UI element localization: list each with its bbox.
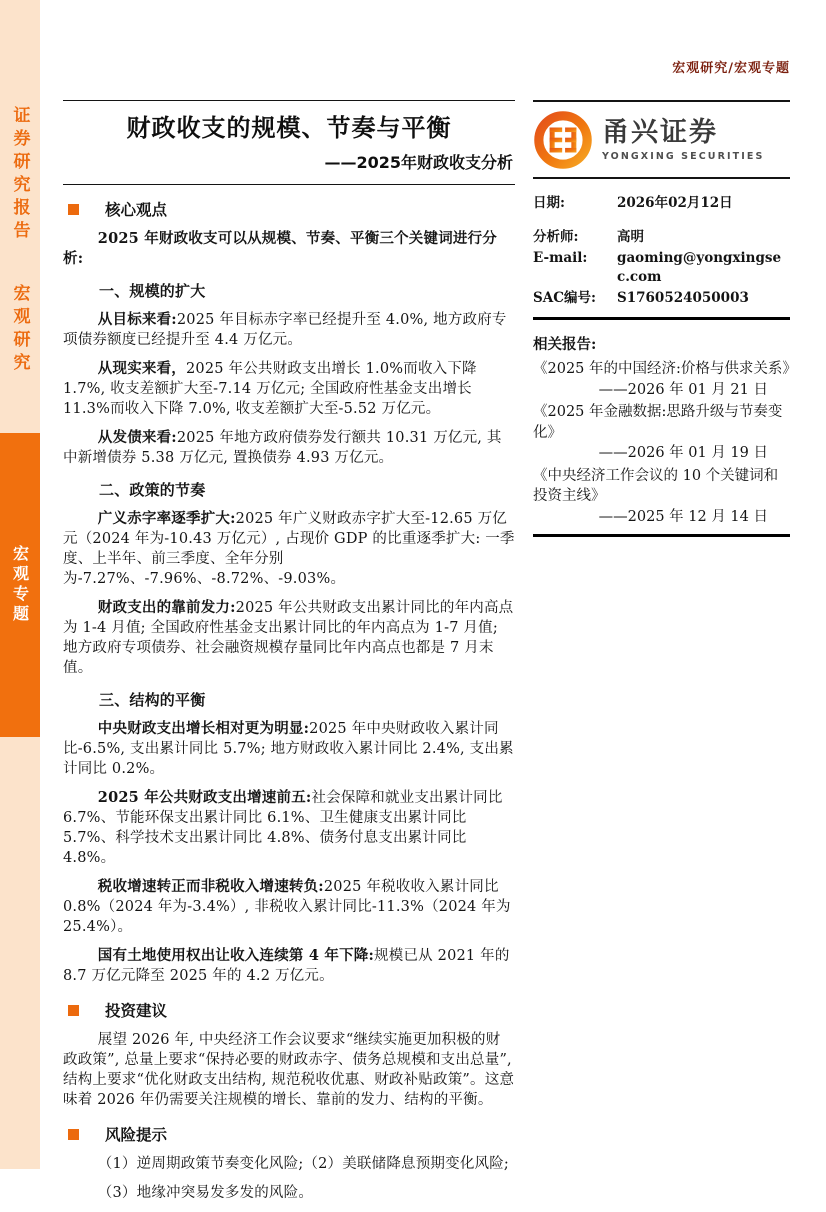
- paragraph: [63, 310, 515, 350]
- section-heading-advice: [63, 999, 515, 1021]
- related-report-date: ——2026 年 01 月 21 日: [598, 381, 768, 398]
- meta-row-analyst: [533, 228, 790, 247]
- sidebar-topic-badge: [0, 433, 40, 737]
- paragraph: [63, 877, 515, 937]
- breadcrumb: 宏观研究/宏观专题: [672, 61, 790, 76]
- meta-row-date: [533, 194, 790, 213]
- list-item: [533, 359, 797, 400]
- sub-heading: 三、结构的平衡: [99, 691, 206, 709]
- sidebar-topic-badge-label: 宏观专题: [10, 545, 30, 625]
- paragraph-text: 2025 年公共财政支出增长 1.0%而收入下降 1.7%, 收支差额扩大至-7.14 万亿元; 全国政府性基金支出增长 11.3%而收入下降 7.0%, 收支差额扩大至-5.52 万亿元。: [63, 361, 477, 417]
- sidebar: [0, 0, 40, 1169]
- brand-names: [602, 118, 764, 162]
- analyst-value: 高明: [617, 229, 644, 245]
- date-value: 2026年02月12日: [617, 195, 733, 211]
- paragraph-lead: 从发债来看:: [97, 429, 177, 446]
- paragraph: [63, 598, 515, 678]
- paragraph: [63, 359, 515, 419]
- paragraph: [63, 428, 515, 468]
- paragraph-text: 规模已从 2021 年的 8.7 万亿元降至 2025 年的 4.2 万亿元。: [63, 948, 510, 984]
- paragraph-text: 2025 年目标赤字率已经提升至 4.0%, 地方政府专项债券额度已经提升至 4.4 万亿元。: [63, 312, 507, 348]
- square-bullet-icon: [68, 1005, 79, 1016]
- brand-name-en: YONGXING SECURITIES: [602, 151, 765, 162]
- paragraph-text: 2025 年中央财政收入累计同比-6.5%, 支出累计同比 5.7%; 地方财政收入累计同比 2.4%, 支出累计同比 0.2%。: [63, 721, 514, 777]
- page-subtitle: ——2025年财政收支分析: [324, 153, 513, 172]
- paragraph: [63, 719, 515, 779]
- email-value: gaoming@yongxingsec.com: [617, 250, 782, 285]
- sac-value: S1760524050003: [617, 290, 749, 306]
- paragraph-text: 2025 年广义财政赤字扩大至-12.65 万亿元（2024 年为-10.43 万亿元）, 占现价 GDP 的比重逐季扩大: 一季度、上半年、前三季度、全年分别为-7.27%、-7.96%、-8.72%、-9.03%。: [63, 511, 515, 587]
- title-top-rule: [63, 100, 515, 101]
- main-column: [63, 100, 515, 1212]
- paragraph: [63, 946, 515, 986]
- list-item: [533, 402, 790, 464]
- sub-heading: 二、政策的节奏: [99, 481, 206, 499]
- section-title: 核心观点: [105, 201, 168, 219]
- sidebar-category-label: 宏观研究: [9, 284, 30, 376]
- info-column: [533, 100, 797, 537]
- square-bullet-icon: [68, 204, 79, 215]
- related-report-title: 《2025 年的中国经济:价格与供求关系》: [533, 361, 797, 377]
- paragraph: [63, 788, 515, 868]
- paragraph-lead: 从目标来看:: [97, 311, 177, 328]
- square-bullet-icon: [68, 1129, 79, 1140]
- paragraph-text: 2025 年税收收入累计同比 0.8%（2024 年为-3.4%）, 非税收入累计同比-11.3%（2024 年为 25.4%）。: [63, 879, 511, 935]
- yongxing-circle-logo-icon: [533, 110, 593, 170]
- paragraph-text: 2025 年公共财政支出累计同比的年内高点为 1-4 月值; 全国政府性基金支出累计同比的年内高点为 1-7 月值; 地方政府专项债券、社会融资规模存量同比年内高点也都是 7 月末值。: [63, 600, 514, 676]
- paragraph-lead: 广义赤字率逐季扩大:: [97, 510, 236, 527]
- paragraph: 展望 2026 年, 中央经济工作会议要求“继续实施更加积极的财政政策”, 总量上要求“保持必要的财政赤字、债务总规模和支出总量”, 结构上要求“优化财政支出结构, 规范税收优惠、财政补贴政策”。这意味着 2026 年仍需要关注规模的增长、靠前的发力、结构的平衡。: [63, 1032, 515, 1108]
- sac-label: SAC编号:: [533, 290, 596, 306]
- meta-bottom-rule: [533, 317, 790, 320]
- paragraph-text: 2025 年地方政府债券发行额共 10.31 万亿元, 其中新增债券 5.38 万亿元, 置换债券 4.93 万亿元。: [63, 430, 502, 466]
- meta-row-sac: [533, 289, 790, 308]
- report-meta: [533, 194, 790, 308]
- date-label: 日期:: [533, 195, 565, 211]
- section-heading-risks: [63, 1123, 515, 1145]
- related-report-date: ——2026 年 01 月 19 日: [598, 445, 768, 461]
- related-report-date: ——2025 年 12 月 14 日: [598, 508, 768, 525]
- related-reports-heading: 相关报告:: [533, 336, 597, 353]
- sidebar-report-type-label: 证券研究报告: [9, 106, 30, 244]
- brand-name-cn: 甬兴证券: [602, 117, 718, 148]
- paragraph-lead: 2025 年公共财政支出增速前五:: [97, 789, 312, 806]
- list-item: [533, 466, 790, 528]
- paragraph-lead: 国有土地使用权出让收入连续第 4 年下降:: [97, 947, 375, 964]
- paragraph-lead: 中央财政支出增长相对更为明显:: [97, 720, 310, 737]
- title-bottom-rule: [63, 184, 515, 185]
- related-bottom-rule: [533, 534, 790, 537]
- related-report-title: 《2025 年金融数据:思路升级与节奏变化》: [533, 404, 783, 441]
- analyst-label: 分析师:: [533, 229, 579, 245]
- related-report-title: 《中央经济工作会议的 10 个关键词和投资主线》: [533, 467, 779, 504]
- section-title: 投资建议: [105, 1002, 168, 1020]
- paragraph: [63, 509, 515, 589]
- brand-logo: [533, 102, 790, 177]
- page-title: 财政收支的规模、节奏与平衡: [126, 114, 452, 142]
- paragraph: （3）地缘冲突易发多发的风险。: [97, 1185, 314, 1201]
- section-title: 风险提示: [105, 1126, 168, 1144]
- logo-bottom-rule: [533, 177, 790, 179]
- paragraph-text: 社会保障和就业支出累计同比 6.7%、节能环保支出累计同比 6.1%、卫生健康支出累计同比 5.7%、科学技术支出累计同比 4.8%、债务付息支出累计同比 4.8%。: [63, 790, 503, 866]
- sub-heading: 一、规模的扩大: [99, 282, 206, 300]
- email-label: E-mail:: [533, 250, 588, 266]
- paragraph-lead: 财政支出的靠前发力:: [97, 599, 236, 616]
- meta-row-email: [533, 249, 790, 287]
- paragraph-lead: 从现实来看，: [97, 360, 186, 377]
- paragraph: （1）逆周期政策节奏变化风险;（2）美联储降息预期变化风险;: [97, 1156, 510, 1172]
- paragraph: 2025 年财政收支可以从规模、节奏、平衡三个关键词进行分析:: [63, 230, 497, 267]
- section-heading-core: [63, 198, 515, 220]
- paragraph-lead: 税收增速转正而非税收入增速转负:: [97, 878, 324, 895]
